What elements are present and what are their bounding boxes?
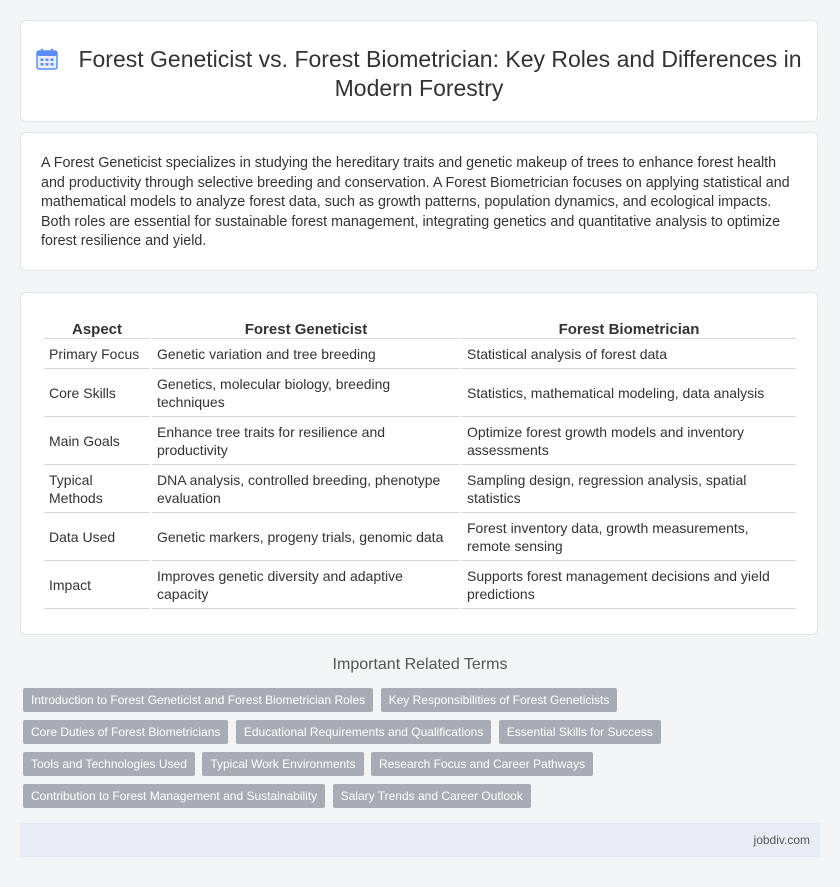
intro-card	[20, 132, 818, 271]
table-cell-aspect: Primary Focus	[44, 339, 150, 369]
related-term-tag[interactable]: Salary Trends and Career Outlook	[333, 784, 531, 808]
related-terms-tags	[23, 688, 823, 816]
related-term-tag[interactable]: Core Duties of Forest Biometricians	[23, 720, 228, 744]
table-cell-biometrician: Statistical analysis of forest data	[462, 339, 796, 369]
header-aspect: Aspect	[44, 314, 150, 339]
comparison-card	[20, 292, 818, 635]
table-cell-biometrician: Statistics, mathematical modeling, data analysis	[462, 369, 796, 417]
related-term-tag[interactable]: Educational Requirements and Qualifications	[236, 720, 491, 744]
table-cell-biometrician: Sampling design, regression analysis, spatial statistics	[462, 465, 796, 513]
table-cell-geneticist: Genetics, molecular biology, breeding techniques	[152, 369, 460, 417]
table-cell-aspect: Main Goals	[44, 417, 150, 465]
intro-text: A Forest Geneticist specializes in studying the hereditary traits and genetic makeup of trees to enhance forest health and productivity through selective breeding and conservation. A Forest Biometrician focuses on applying statistical and mathematical models to analyze forest data, such as growth patterns, population dynamics, and ecological impacts. Both roles are essential for sustainable forest management, integrating genetics and quantitative analysis to optimize forest resilience and yield.	[41, 155, 790, 250]
table-cell-aspect: Impact	[44, 561, 150, 609]
table-cell-biometrician: Forest inventory data, growth measurements, remote sensing	[462, 513, 796, 561]
table-row	[44, 369, 796, 417]
table-header-row	[44, 314, 796, 339]
comparison-table	[42, 314, 798, 609]
table-row	[44, 513, 796, 561]
page-title-text: Forest Geneticist vs. Forest Biometrician: Key Roles and Differences in Modern Forestry	[78, 46, 802, 101]
related-term-tag[interactable]: Contribution to Forest Management and Sustainability	[23, 784, 325, 808]
table-cell-biometrician: Optimize forest growth models and inventory assessments	[462, 417, 796, 465]
header-card	[20, 20, 818, 122]
page-title	[21, 45, 817, 103]
table-row	[44, 465, 796, 513]
table-cell-aspect: Typical Methods	[44, 465, 150, 513]
table-cell-geneticist: Genetic variation and tree breeding	[152, 339, 460, 369]
calendar-icon	[36, 48, 58, 70]
related-term-tag[interactable]: Introduction to Forest Geneticist and Forest Biometrician Roles	[23, 688, 373, 712]
footer-site[interactable]: jobdiv.com	[753, 833, 810, 847]
related-term-tag[interactable]: Key Responsibilities of Forest Geneticists	[381, 688, 618, 712]
table-cell-aspect: Core Skills	[44, 369, 150, 417]
table-cell-geneticist: Enhance tree traits for resilience and productivity	[152, 417, 460, 465]
related-term-tag[interactable]: Essential Skills for Success	[499, 720, 661, 744]
header-forest-biometrician: Forest Biometrician	[462, 314, 796, 339]
header-forest-geneticist: Forest Geneticist	[152, 314, 460, 339]
table-row	[44, 417, 796, 465]
table-cell-geneticist: Genetic markers, progeny trials, genomic data	[152, 513, 460, 561]
related-term-tag[interactable]: Research Focus and Career Pathways	[371, 752, 593, 776]
table-row	[44, 339, 796, 369]
table-cell-aspect: Data Used	[44, 513, 150, 561]
table-cell-geneticist: DNA analysis, controlled breeding, phenotype evaluation	[152, 465, 460, 513]
footer	[20, 823, 820, 857]
related-term-tag[interactable]: Typical Work Environments	[202, 752, 363, 776]
table-row	[44, 561, 796, 609]
related-term-tag[interactable]: Tools and Technologies Used	[23, 752, 195, 776]
table-cell-geneticist: Improves genetic diversity and adaptive capacity	[152, 561, 460, 609]
related-terms-title: Important Related Terms	[332, 656, 508, 673]
table-cell-biometrician: Supports forest management decisions and yield predictions	[462, 561, 796, 609]
